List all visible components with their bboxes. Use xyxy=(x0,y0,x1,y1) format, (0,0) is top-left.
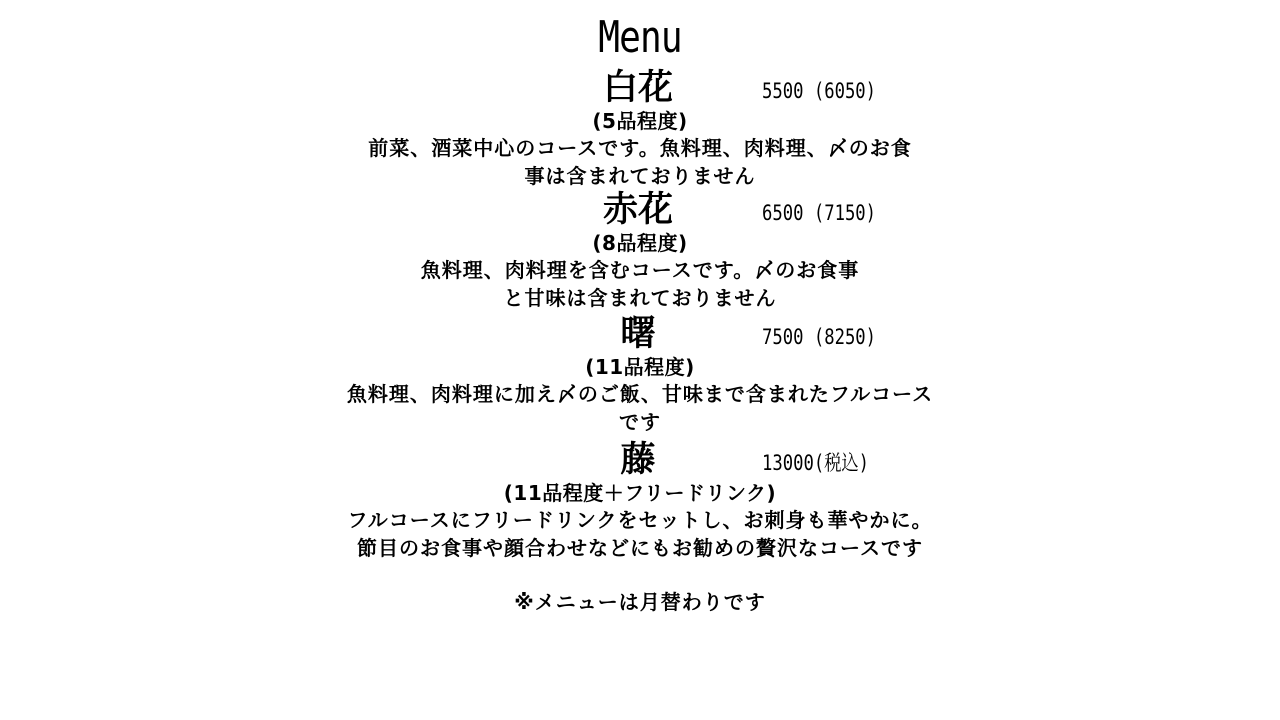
course-name: 曙 xyxy=(620,314,656,354)
course-dish-count: (8品程度) xyxy=(592,231,688,255)
course-dish-count: (11品程度) xyxy=(585,355,695,379)
course-description: フルコースにフリードリンクをセットし、お刺身も華やかに。節目のお食事や顔合わせなどにもお勧めの贅沢なコースです xyxy=(347,508,933,560)
course-description: 魚料理、肉料理を含むコースです。〆のお食事と甘味は含まれておりません xyxy=(420,258,860,310)
menu-card xyxy=(340,10,940,616)
course-description: 前菜、酒菜中心のコースです。魚料理、肉料理、〆のお食事は含まれておりません xyxy=(368,136,912,188)
course-description: 魚料理、肉料理に加え〆のご飯、甘味まで含まれたフルコースです xyxy=(346,382,934,434)
course-name: 藤 xyxy=(620,440,656,480)
course-header xyxy=(340,68,940,108)
course-price: 6500 (7150) xyxy=(762,201,877,225)
course-price: 7500 (8250) xyxy=(762,325,877,349)
monthly-change-note: ※メニューは月替わりです xyxy=(514,590,766,614)
course-price: 5500 (6050) xyxy=(762,79,877,103)
course-dish-count: (5品程度) xyxy=(592,109,688,133)
course-header xyxy=(340,190,940,230)
course-akebono xyxy=(340,314,940,436)
course-price: 13000(税込) xyxy=(762,451,870,475)
course-fuji xyxy=(340,440,940,562)
course-akahana xyxy=(340,190,940,312)
course-name: 白花 xyxy=(602,68,673,108)
course-dish-count: (11品程度＋フリードリンク) xyxy=(503,481,777,505)
course-header xyxy=(340,314,940,354)
course-shirohana xyxy=(340,68,940,190)
course-header xyxy=(340,440,940,480)
menu-title: Menu xyxy=(598,12,682,63)
course-name: 赤花 xyxy=(602,190,673,230)
